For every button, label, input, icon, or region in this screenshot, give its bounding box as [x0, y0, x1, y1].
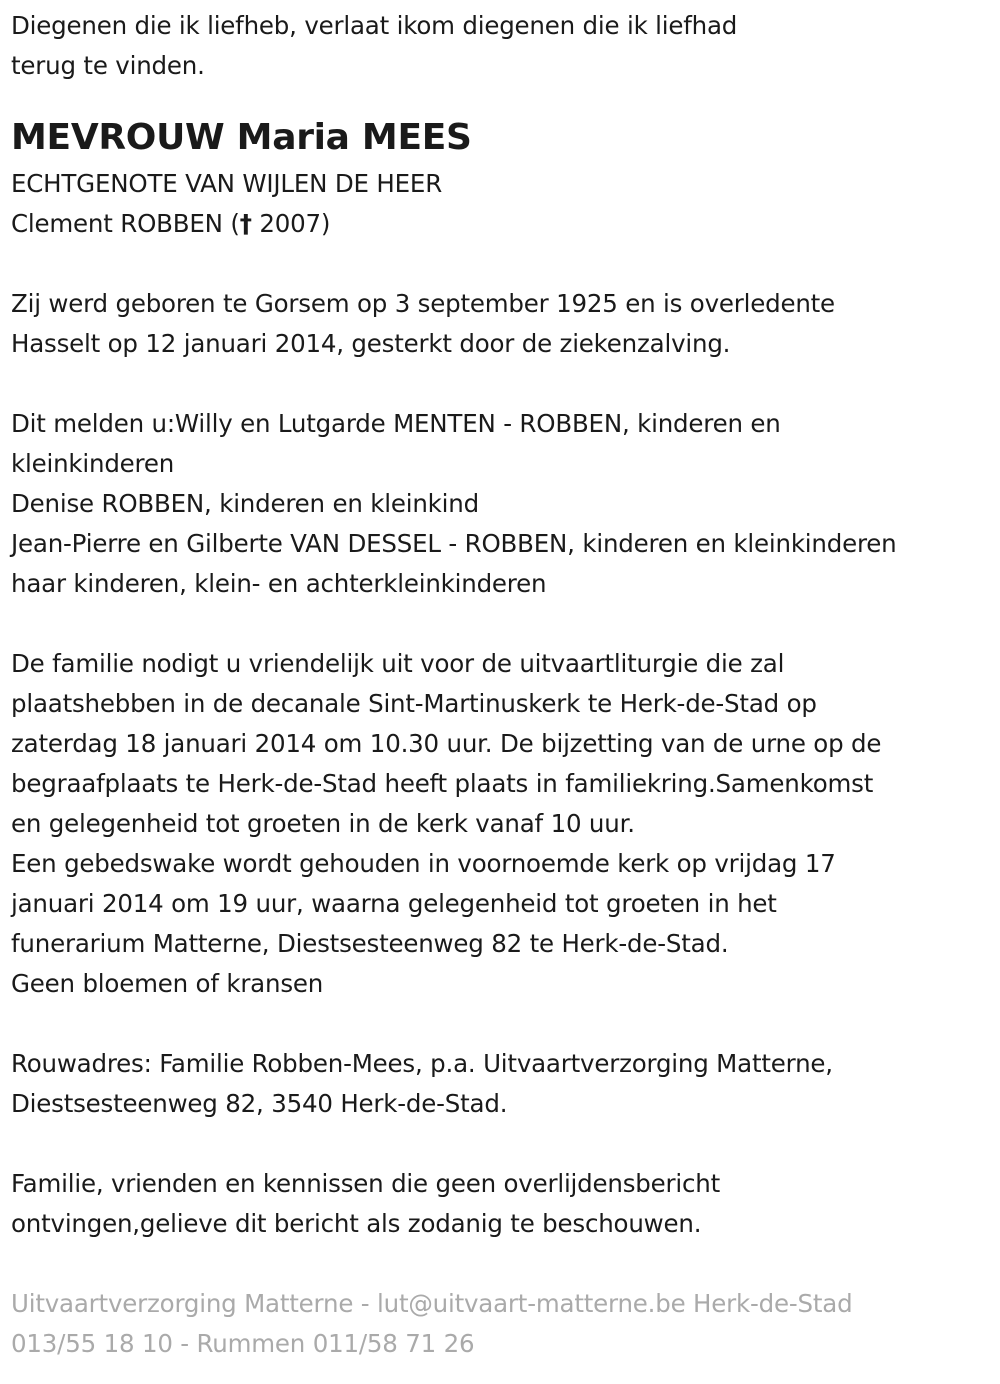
spacer — [11, 1244, 991, 1284]
paragraph-line: Hasselt op 12 januari 2014, gesterkt door de ziekenzalving. — [11, 329, 731, 358]
birth-death-paragraph — [11, 284, 991, 364]
paragraph-line: januari 2014 om 19 uur, waarna gelegenheid tot groeten in het — [11, 889, 777, 918]
quote-line: Diegenen die ik liefheb, verlaat ikom diegenen die ik liefhad — [11, 11, 738, 40]
spacer — [11, 604, 991, 644]
paragraph-line: Denise ROBBEN, kinderen en kleinkind — [11, 489, 479, 518]
funeral-home-footer — [11, 1284, 991, 1364]
paragraph-line: Zij werd geboren te Gorsem op 3 september 1925 en is overledente — [11, 289, 835, 318]
spouse-line — [11, 204, 991, 244]
spacer — [11, 244, 991, 284]
spouse-name: Clement ROBBEN ( — [11, 209, 240, 238]
spouse-line: ECHTGENOTE VAN WIJLEN DE HEER — [11, 169, 443, 198]
paragraph-line: begraafplaats te Herk-de-Stad heeft plaats in familiekring.Samenkomst — [11, 769, 874, 798]
cross-icon: † — [239, 209, 252, 238]
deceased-name: MEVROUW Maria MEES — [11, 117, 472, 158]
paragraph-line: Diestsesteenweg 82, 3540 Herk-de-Stad. — [11, 1089, 508, 1118]
quote-block — [11, 6, 991, 86]
paragraph-line: en gelegenheid tot groeten in de kerk vanaf 10 uur. — [11, 809, 635, 838]
paragraph-line: Dit melden u:Willy en Lutgarde MENTEN - ROBBEN, kinderen en — [11, 409, 781, 438]
paragraph-line: zaterdag 18 januari 2014 om 10.30 uur. De bijzetting van de urne op de — [11, 729, 882, 758]
paragraph-line: Familie, vrienden en kennissen die geen overlijdensbericht — [11, 1169, 720, 1198]
spacer — [11, 1004, 991, 1044]
spacer — [11, 364, 991, 404]
paragraph-line: haar kinderen, klein- en achterkleinkinderen — [11, 569, 547, 598]
paragraph-line: ontvingen,gelieve dit bericht als zodanig te beschouwen. — [11, 1209, 702, 1238]
notice-paragraph — [11, 1164, 991, 1244]
footer-line: Uitvaartverzorging Matterne - lut@uitvaart-matterne.be Herk-de-Stad — [11, 1289, 853, 1318]
spouse-block — [11, 164, 991, 244]
spouse-death-year: 2007) — [251, 209, 331, 238]
paragraph-line: plaatshebben in de decanale Sint-Martinuskerk te Herk-de-Stad op — [11, 689, 817, 718]
paragraph-line: De familie nodigt u vriendelijk uit voor de uitvaartliturgie die zal — [11, 649, 785, 678]
paragraph-line: kleinkinderen — [11, 449, 175, 478]
footer-line: 013/55 18 10 - Rummen 011/58 71 26 — [11, 1329, 475, 1358]
paragraph-line: Rouwadres: Familie Robben-Mees, p.a. Uitvaartverzorging Matterne, — [11, 1049, 833, 1078]
spacer — [11, 1124, 991, 1164]
paragraph-line: Geen bloemen of kransen — [11, 969, 324, 998]
paragraph-line: Jean-Pierre en Gilberte VAN DESSEL - ROBBEN, kinderen en kleinkinderen — [11, 529, 897, 558]
obituary-document — [11, 6, 991, 1364]
paragraph-line: Een gebedswake wordt gehouden in voornoemde kerk op vrijdag 17 — [11, 849, 836, 878]
announcers-paragraph — [11, 404, 991, 604]
funeral-paragraph — [11, 644, 991, 1004]
paragraph-line: funerarium Matterne, Diestsesteenweg 82 te Herk-de-Stad. — [11, 929, 729, 958]
address-paragraph — [11, 1044, 991, 1124]
quote-line: terug te vinden. — [11, 51, 205, 80]
